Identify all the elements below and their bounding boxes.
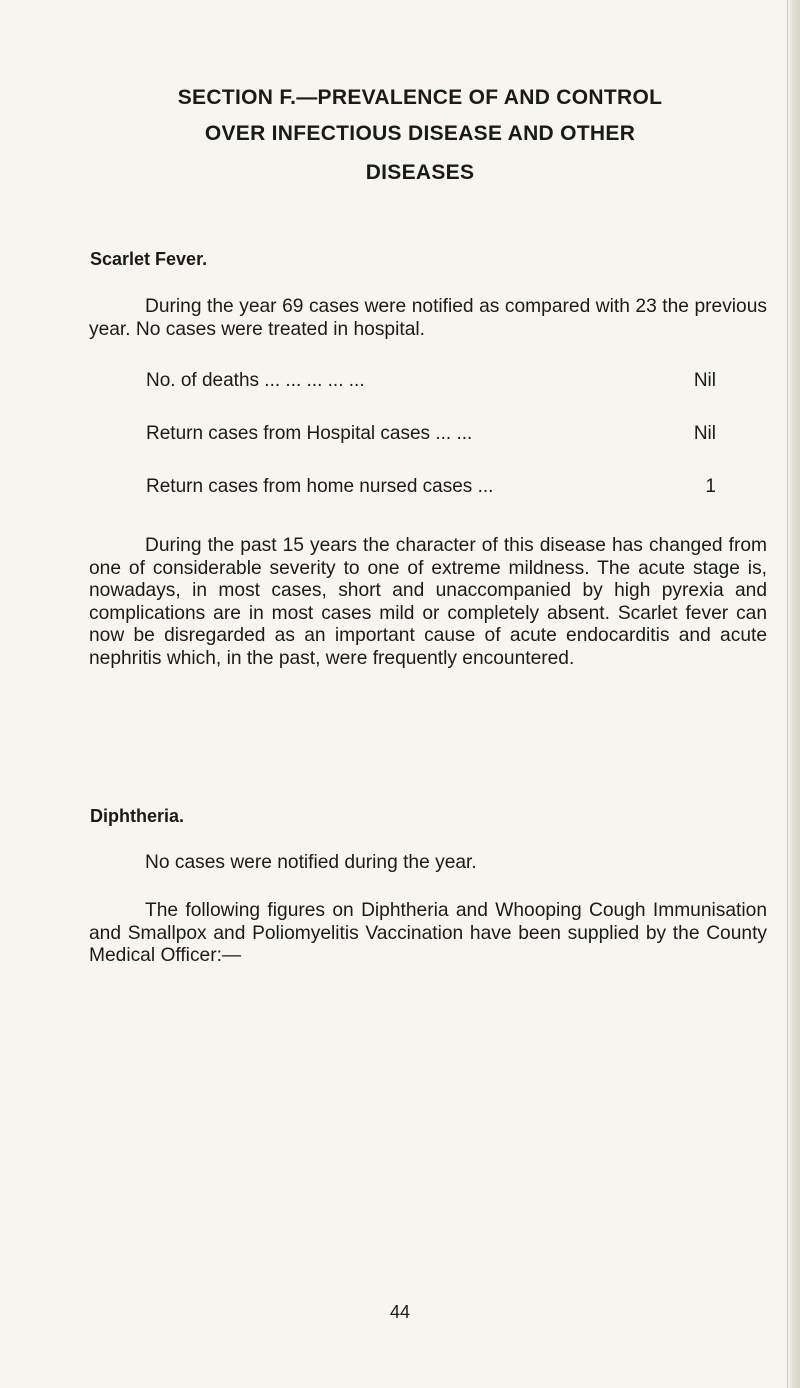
diphtheria-heading: Diphtheria.: [90, 806, 185, 826]
stat-value: Nil: [693, 423, 716, 444]
stat-row-home-returns: [146, 476, 716, 502]
scarlet-fever-intro: During the year 69 cases were notified as compared with 23 the previous year. No cases were treated in hospital.: [89, 296, 767, 340]
stat-value: 1: [705, 476, 716, 497]
diphtheria-notified: No cases were notified during the year.: [145, 852, 477, 873]
stat-value: Nil: [693, 370, 716, 391]
scarlet-fever-heading: Scarlet Fever.: [90, 249, 208, 269]
stat-label: Return cases from Hospital cases ... ...: [146, 423, 473, 444]
page-number: 44: [389, 1302, 411, 1322]
section-title-line-2: OVER INFECTIOUS DISEASE AND OTHER: [204, 122, 636, 145]
diphtheria-figures-intro: The following figures on Diphtheria and Whooping Cough Immunisation and Smallpox and Poliomyelitis Vaccination have been supplied by the County Medical Officer:—: [89, 900, 767, 967]
stat-label: Return cases from home nursed cases ...: [146, 476, 494, 497]
stat-row-deaths: [146, 370, 716, 396]
stat-label: No. of deaths ... ... ... ... ...: [146, 370, 365, 391]
scarlet-fever-discussion: During the past 15 years the character of this disease has changed from one of considerable severity to one of extreme mildness. The acute stage is, nowadays, in most cases, short and unaccompanied by high pyrexia and complications are in most cases mild or completely absent. Scarlet fever can now be disregarded as an important cause of acute endocarditis and acute nephritis which, in the past, were frequently encountered.: [89, 535, 767, 669]
page-edge: [787, 0, 800, 1388]
section-title-line-1: SECTION F.—PREVALENCE OF AND CONTROL: [177, 86, 663, 109]
stat-row-hospital-returns: [146, 423, 716, 449]
section-title-line-3: DISEASES: [365, 161, 475, 184]
